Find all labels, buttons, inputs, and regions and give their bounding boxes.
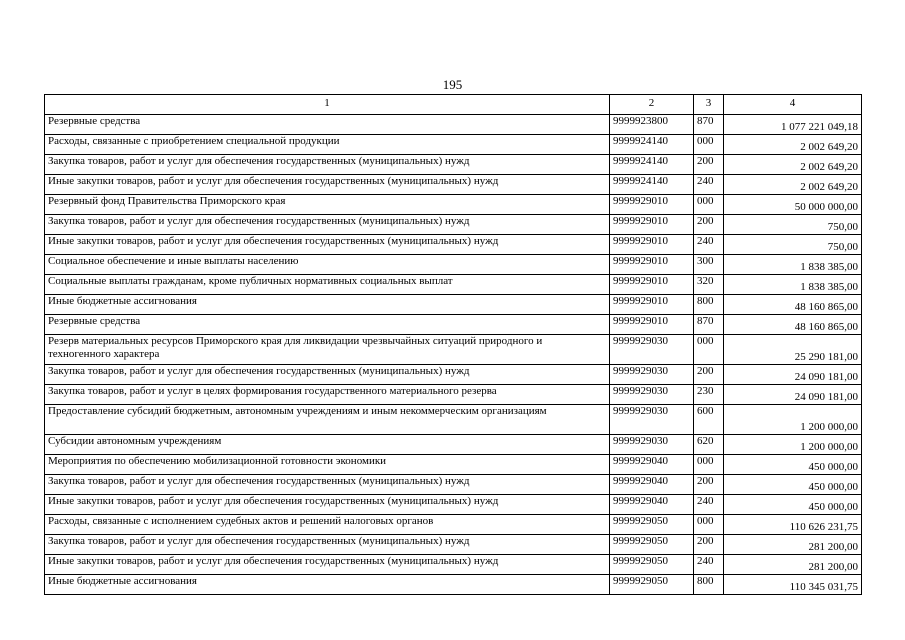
row-name-cell: Иные закупки товаров, работ и услуг для обеспечения государственных (муниципальных) нужд: [45, 175, 610, 195]
row-amount-cell: 25 290 181,00: [724, 335, 862, 365]
table-row: [45, 515, 862, 535]
row-name-cell: Резервный фонд Правительства Приморского края: [45, 195, 610, 215]
row-type-cell: 000: [694, 455, 724, 475]
row-code-cell: 9999924140: [610, 175, 694, 195]
row-amount-cell: 1 838 385,00: [724, 255, 862, 275]
row-code-cell: 9999929050: [610, 515, 694, 535]
table-row: [45, 295, 862, 315]
row-name-cell: Закупка товаров, работ и услуг для обеспечения государственных (муниципальных) нужд: [45, 215, 610, 235]
row-type-cell: 320: [694, 275, 724, 295]
row-name-cell: Закупка товаров, работ и услуг в целях формирования государственного материального резерва: [45, 385, 610, 405]
row-code-cell: 9999929040: [610, 475, 694, 495]
table-row: [45, 575, 862, 595]
row-name-cell: Закупка товаров, работ и услуг для обеспечения государственных (муниципальных) нужд: [45, 365, 610, 385]
row-name-cell: Предоставление субсидий бюджетным, автономным учреждениям и иным некоммерческим организациям: [45, 405, 610, 435]
row-name-cell: Расходы, связанные с приобретением специальной продукции: [45, 135, 610, 155]
row-code-cell: 9999929010: [610, 195, 694, 215]
row-name-cell: Резервные средства: [45, 315, 610, 335]
row-code-cell: 9999929030: [610, 335, 694, 365]
row-amount-cell: 2 002 649,20: [724, 155, 862, 175]
table-row: [45, 115, 862, 135]
row-type-cell: 800: [694, 575, 724, 595]
row-name-cell: Резерв материальных ресурсов Приморского края для ликвидации чрезвычайных ситуаций природного и техногенного характера: [45, 335, 610, 365]
row-type-cell: 620: [694, 435, 724, 455]
row-type-cell: 000: [694, 515, 724, 535]
row-name-cell: Субсидии автономным учреждениям: [45, 435, 610, 455]
row-code-cell: 9999929030: [610, 365, 694, 385]
table-row: [45, 235, 862, 255]
row-amount-cell: 750,00: [724, 215, 862, 235]
row-code-cell: 9999929030: [610, 435, 694, 455]
row-amount-cell: 110 626 231,75: [724, 515, 862, 535]
row-name-cell: Резервные средства: [45, 115, 610, 135]
row-type-cell: 230: [694, 385, 724, 405]
row-code-cell: 9999929050: [610, 555, 694, 575]
row-amount-cell: 110 345 031,75: [724, 575, 862, 595]
row-code-cell: 9999924140: [610, 135, 694, 155]
row-type-cell: 200: [694, 535, 724, 555]
row-code-cell: 9999929010: [610, 315, 694, 335]
row-type-cell: 870: [694, 115, 724, 135]
row-amount-cell: 450 000,00: [724, 475, 862, 495]
row-amount-cell: 1 838 385,00: [724, 275, 862, 295]
row-amount-cell: 750,00: [724, 235, 862, 255]
table-row: [45, 495, 862, 515]
table-row: [45, 535, 862, 555]
table-row: [45, 215, 862, 235]
table-row: [45, 275, 862, 295]
row-code-cell: 9999929030: [610, 385, 694, 405]
table-row: [45, 175, 862, 195]
row-amount-cell: 281 200,00: [724, 555, 862, 575]
table-row: [45, 555, 862, 575]
row-type-cell: 200: [694, 365, 724, 385]
table-row: [45, 405, 862, 435]
row-type-cell: 000: [694, 335, 724, 365]
column-header-4: 4: [724, 95, 862, 115]
row-amount-cell: 1 200 000,00: [724, 435, 862, 455]
row-amount-cell: 281 200,00: [724, 535, 862, 555]
row-code-cell: 9999924140: [610, 155, 694, 175]
table-row: [45, 255, 862, 275]
row-name-cell: Иные бюджетные ассигнования: [45, 575, 610, 595]
row-type-cell: 800: [694, 295, 724, 315]
header-row: [45, 95, 862, 115]
row-code-cell: 9999929010: [610, 215, 694, 235]
column-header-1: 1: [45, 95, 610, 115]
table-row: [45, 365, 862, 385]
row-name-cell: Иные закупки товаров, работ и услуг для обеспечения государственных (муниципальных) нужд: [45, 555, 610, 575]
table-row: [45, 155, 862, 175]
row-code-cell: 9999929050: [610, 535, 694, 555]
row-code-cell: 9999929040: [610, 495, 694, 515]
row-amount-cell: 450 000,00: [724, 495, 862, 515]
row-name-cell: Закупка товаров, работ и услуг для обеспечения государственных (муниципальных) нужд: [45, 475, 610, 495]
row-code-cell: 9999929030: [610, 405, 694, 435]
table-row: [45, 385, 862, 405]
table-row: [45, 335, 862, 365]
row-type-cell: 300: [694, 255, 724, 275]
budget-table: [44, 94, 862, 595]
column-header-3: 3: [694, 95, 724, 115]
table-row: [45, 455, 862, 475]
row-name-cell: Социальные выплаты гражданам, кроме публичных нормативных социальных выплат: [45, 275, 610, 295]
row-type-cell: 200: [694, 155, 724, 175]
row-code-cell: 9999929010: [610, 295, 694, 315]
row-name-cell: Социальное обеспечение и иные выплаты населению: [45, 255, 610, 275]
row-amount-cell: 450 000,00: [724, 455, 862, 475]
row-amount-cell: 50 000 000,00: [724, 195, 862, 215]
row-amount-cell: 1 200 000,00: [724, 405, 862, 435]
column-header-2: 2: [610, 95, 694, 115]
row-type-cell: 600: [694, 405, 724, 435]
row-code-cell: 9999929010: [610, 275, 694, 295]
page-number: 195: [442, 77, 463, 92]
row-type-cell: 240: [694, 235, 724, 255]
row-amount-cell: 48 160 865,00: [724, 315, 862, 335]
row-type-cell: 870: [694, 315, 724, 335]
table-row: [45, 435, 862, 455]
row-code-cell: 9999929040: [610, 455, 694, 475]
row-type-cell: 240: [694, 175, 724, 195]
row-type-cell: 200: [694, 215, 724, 235]
table-row: [45, 475, 862, 495]
row-amount-cell: 24 090 181,00: [724, 365, 862, 385]
row-type-cell: 240: [694, 555, 724, 575]
table-body: [45, 115, 862, 595]
row-name-cell: Расходы, связанные с исполнением судебных актов и решений налоговых органов: [45, 515, 610, 535]
row-name-cell: Иные закупки товаров, работ и услуг для обеспечения государственных (муниципальных) нужд: [45, 235, 610, 255]
row-type-cell: 240: [694, 495, 724, 515]
table-row: [45, 315, 862, 335]
row-code-cell: 9999929010: [610, 255, 694, 275]
row-name-cell: Закупка товаров, работ и услуг для обеспечения государственных (муниципальных) нужд: [45, 155, 610, 175]
row-amount-cell: 2 002 649,20: [724, 175, 862, 195]
row-amount-cell: 1 077 221 049,18: [724, 115, 862, 135]
table-row: [45, 195, 862, 215]
row-code-cell: 9999929050: [610, 575, 694, 595]
row-amount-cell: 24 090 181,00: [724, 385, 862, 405]
row-type-cell: 000: [694, 135, 724, 155]
row-name-cell: Иные бюджетные ассигнования: [45, 295, 610, 315]
row-type-cell: 200: [694, 475, 724, 495]
row-name-cell: Закупка товаров, работ и услуг для обеспечения государственных (муниципальных) нужд: [45, 535, 610, 555]
row-amount-cell: 48 160 865,00: [724, 295, 862, 315]
row-name-cell: Иные закупки товаров, работ и услуг для обеспечения государственных (муниципальных) нужд: [45, 495, 610, 515]
row-code-cell: 9999929010: [610, 235, 694, 255]
table-row: [45, 135, 862, 155]
row-code-cell: 9999923800: [610, 115, 694, 135]
row-name-cell: Мероприятия по обеспечению мобилизационной готовности экономики: [45, 455, 610, 475]
row-type-cell: 000: [694, 195, 724, 215]
row-amount-cell: 2 002 649,20: [724, 135, 862, 155]
